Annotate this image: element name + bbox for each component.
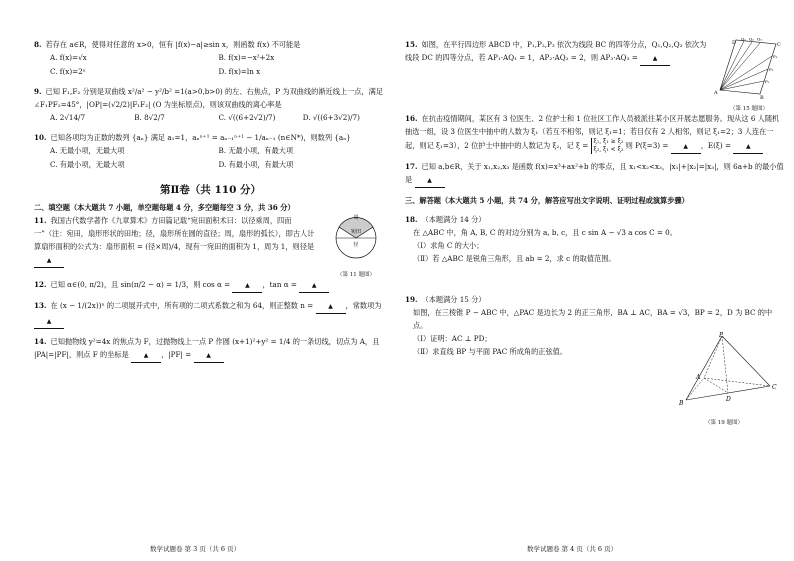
- question-18: 在 △ABC 中，角 A, B, C 的对边分别为 a, b, c，且 c sin A − √3 a cos C = 0。: [413, 228, 677, 237]
- q10-options: [34, 144, 387, 172]
- q19-block: [405, 332, 784, 426]
- label-a: A: [696, 374, 701, 381]
- question-9: 9. 已知 F₁,F₂ 分别是双曲线 x²/a² − y²/b² =1(a>0,b>0) 的左、右焦点，P 为双曲线的渐近线上一点，满足 ∠F₁PF₂=45°，|OP|=(√2/2)|F₁F₂| (O 为坐标原点)，则该双曲线的离心率是: [34, 87, 384, 109]
- label-b: B: [760, 95, 764, 100]
- q17-blank: ▲: [415, 174, 445, 188]
- q10-option-b: B. 无最小项，有最大项: [218, 146, 294, 155]
- q8-option-b: B. f(x)=−x²+2x: [218, 53, 275, 62]
- q11-block: [34, 214, 387, 278]
- q19-figure: [664, 332, 784, 426]
- label-p3: P₃: [773, 54, 778, 59]
- q12-blank-2: ▲: [299, 279, 329, 293]
- q15-answer-blank: ▲: [640, 52, 670, 66]
- q15-figure: [714, 38, 784, 112]
- q18-part-1: （Ⅰ）求角 C 的大小；: [413, 241, 484, 250]
- label-b: B: [679, 400, 684, 407]
- q18-part-2: （Ⅱ）若 △ABC 是锐角三角形，且 ab = 2，求 c 的取值范围。: [413, 254, 616, 263]
- q16-blank-2: ▲: [733, 140, 763, 154]
- q8-option-a: A. f(x)=√x: [50, 53, 87, 62]
- q19-part-1: （Ⅰ）证明：AC ⊥ PD；: [413, 334, 492, 343]
- fig-label-wantian: 宛田: [350, 229, 362, 235]
- q10-option-d: D. 有最小项，有最大项: [218, 160, 294, 169]
- q10-option-a: A. 无最小项，无最大项: [50, 146, 125, 155]
- q11-figure: [325, 214, 387, 278]
- q8-option-c: C. f(x)=2ˣ: [50, 67, 86, 76]
- label-p: P: [719, 332, 724, 339]
- left-page-footer: 数学试题卷 第 3 页（共 6 页）: [150, 545, 241, 553]
- q19-header: 19. （本题满分 15 分）: [405, 295, 486, 304]
- label-q1: Q₁: [741, 38, 746, 42]
- question-10: 10. 已知各项均为正数的数列 {aₙ} 满足 a₁=1，aₙⁿ⁺¹ = aₙ₋₁ⁿ⁺¹ − 1/aₙ₋₁ (n∈N*)，则数列 {aₙ}: [34, 133, 351, 142]
- label-p2: P₂: [769, 67, 774, 72]
- q11-figure-caption: （第 11 题图）: [337, 272, 375, 278]
- q9-option-c: C. √((6+2√2)/7): [218, 113, 276, 122]
- label-q2: Q₂: [749, 38, 754, 42]
- q8-option-d: D. f(x)=ln x: [218, 67, 261, 76]
- question-16: 16. 在抗击疫情期间，某区有 3 位医生、2 位护士和 1 位社区工作人员被派往某小区开展志愿服务。现从这 6 人随机抽选一组，设 3 位医生中抽中的人数为 ξ₁（若互不相邻，则记 ξ₁=1；若目仅有 2 人相邻，则记 ξ₁=2；3 人连在一起，则记 ξ₁=3），2 位护士中抽中的人数记为 ξ₂，记 ξ = ξ₁, ξ₁ ≥ ξ₂ ξ₂, ξ₁ < ξ₂ 则 P(ξ=3) = ▲ ，E(ξ) = ▲: [405, 114, 780, 153]
- q16-piecewise: ξ₁, ξ₁ ≥ ξ₂ ξ₂, ξ₁ < ξ₂: [591, 138, 624, 154]
- q12-blank-1: ▲: [232, 279, 262, 293]
- q19-part-2: （Ⅱ）求直线 BP 与平面 PAC 所成角的正弦值。: [413, 347, 568, 356]
- q15-figure-caption: （第 15 题图）: [730, 106, 768, 112]
- question-12: 12. 已知 α∈(0, π/2)，且 sin(π/2 − α) = 1/3，则 cos α = ▲ ，tan α = ▲: [34, 278, 387, 293]
- question-19: 如图，在三棱锥 P − ABC 中，△PAC 是边长为 2 的正三角形，BA ⊥ AC，BA = √3，BP = 2，D 为 BC 的中点。: [413, 308, 773, 330]
- q19-parts: [405, 332, 664, 426]
- q15-block: [405, 38, 784, 112]
- question-11: 11. 我国古代数学著作《九章算术》方田篇记载“宛田面积术曰：以径乘周，四而一”（注：宛田，扇形形状的田地；径，扇形所在圆的直径；周，扇形的弧长），即古人计算扇形面积的公式为：扇形面积 = (径×周)/4，现有一宛田的面积为 1，周为 1，则径是 ▲: [34, 214, 321, 278]
- fig-label-zhou: 周: [353, 215, 359, 221]
- section-2-heading: 二、填空题（本大题共 7 小题，单空题每题 4 分，多空题每空 3 分，共 36 分）: [34, 203, 295, 212]
- q9-option-b: B. 8√2/7: [134, 113, 165, 122]
- q9-option-d: D. √((6+3√2)/7): [302, 113, 360, 122]
- q13-blank-2: ▲: [34, 315, 64, 329]
- sector-figure: [325, 214, 387, 266]
- label-a: A: [714, 90, 718, 96]
- label-p1: P₁: [765, 79, 770, 84]
- parallelogram-figure: [714, 38, 784, 100]
- q10-option-c: C. 有最小项，无最大项: [50, 160, 125, 169]
- q16-blank-1: ▲: [671, 140, 701, 154]
- tetrahedron-figure: [664, 332, 784, 414]
- label-c: C: [777, 42, 781, 48]
- right-page-footer: 数学试题卷 第 4 页（共 6 页）: [527, 545, 618, 553]
- label-d: D: [732, 40, 737, 46]
- q18-header: 18. （本题满分 14 分）: [405, 215, 486, 224]
- q14-blank-2: ▲: [194, 349, 224, 363]
- q8-options: [34, 51, 387, 79]
- q9-options: [34, 111, 387, 125]
- label-q3: Q₃: [757, 38, 762, 42]
- section-3-heading: 三、解答题（本大题共 5 小题，共 74 分，解答应写出文字说明、证明过程或演算步骤）: [405, 196, 689, 205]
- q9-option-a: A. 2√14/7: [50, 113, 86, 122]
- q11-answer-blank: ▲: [34, 254, 64, 268]
- question-17: 17. 已知 a,b∈R，关于 x₁,x₂,x₃ 是函数 f(x)=x³+ax²+b 的零点，且 x₁<x₂<x₃，|x₁|+|x₂|=|x₃|，则 6a+b 的最小值是 ▲: [405, 160, 784, 188]
- fig-label-jing: 径: [353, 242, 359, 248]
- question-15: 15. 如图，在平行四边形 ABCD 中，P₁,P₂,P₃ 依次为线段 BC 的四等分点，Q₁,Q₂,Q₃ 依次为线段 DC 的四等分点，若 AP₁·AQ₁ = 1，AP₂·AQ₂ = 2，则 AP₃·AQ₃ = ▲: [405, 38, 710, 112]
- question-8: 8. 若存在 a∈R，使得对任意的 x>0，恒有 |f(x)−a|≥sin x，则函数 f(x) 不可能是: [34, 40, 301, 49]
- q14-blank-1: ▲: [131, 349, 161, 363]
- right-page: [397, 0, 794, 561]
- q13-blank-1: ▲: [316, 300, 346, 314]
- label-c: C: [772, 384, 777, 391]
- q19-figure-caption: （第 19 题图）: [705, 420, 743, 426]
- label-d: D: [726, 396, 731, 403]
- part-2-title: 第Ⅱ卷（共 110 分）: [159, 184, 262, 196]
- question-14: 14. 已知抛物线 y²=4x 的焦点为 F，过抛物线上一点 P 作圆 (x+1)²+y² = 1/4 的一条切线，切点为 A，且 |PA|=|PF|，则点 F 的坐标是 ▲ ，|PF| = ▲: [34, 335, 387, 363]
- question-13: 13. 在 (x − 1/(2x))ⁿ 的二项展开式中，所有项的二项式系数之和为 64，则正整数 n = ▲ ，常数项为 ▲: [34, 299, 387, 329]
